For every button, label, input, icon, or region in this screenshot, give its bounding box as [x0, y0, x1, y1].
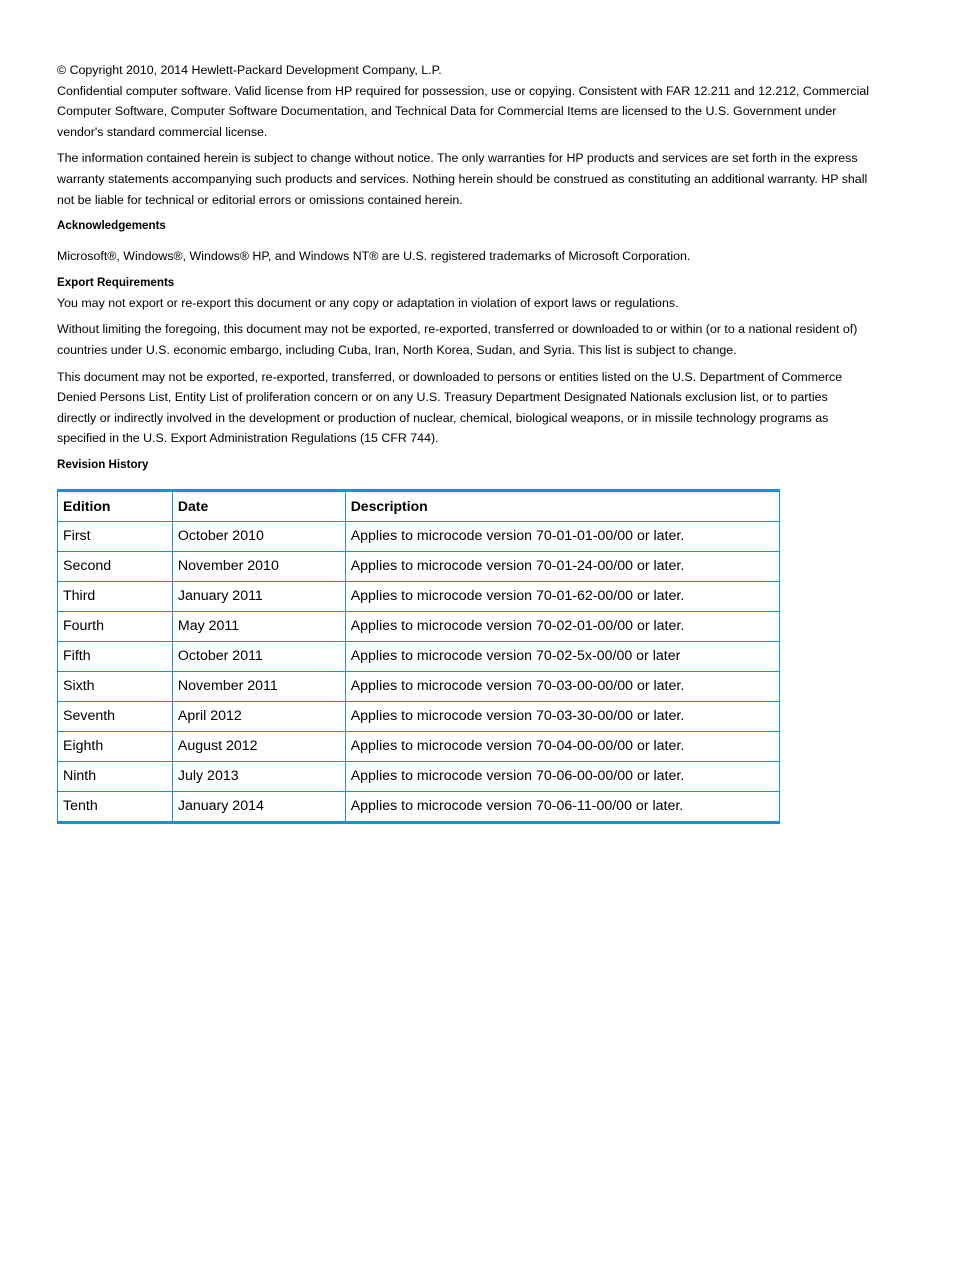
description-cell: Applies to microcode version 70-04-00-00/00 or later. — [345, 731, 779, 761]
column-header-description: Description — [345, 490, 779, 521]
acknowledgements-text: Microsoft®, Windows®, Windows® HP, and Windows NT® are U.S. registered trademarks of Microsoft Corporation. — [57, 249, 691, 264]
date-cell: August 2012 — [172, 731, 345, 761]
date-cell: January 2011 — [172, 581, 345, 611]
document-page — [57, 60, 869, 824]
revision-history-heading: Revision History — [57, 457, 149, 471]
table-row — [58, 581, 780, 611]
edition-cell: Sixth — [58, 671, 173, 701]
date-cell: November 2011 — [172, 671, 345, 701]
edition-cell: Fifth — [58, 641, 173, 671]
column-header-edition: Edition — [58, 490, 173, 521]
date-cell: January 2014 — [172, 791, 345, 822]
export-heading: Export Requirements — [57, 275, 175, 289]
edition-cell: Second — [58, 551, 173, 581]
export-paragraph-2: Without limiting the foregoing, this document may not be exported, re-exported, transferred or downloaded to or within (or to a national resident of) countries under U.S. economic embargo, including Cuba, Iran, North Korea, Sudan, and Syria. This list is subject to change. — [57, 322, 858, 357]
edition-cell: Third — [58, 581, 173, 611]
description-cell: Applies to microcode version 70-03-00-00/00 or later. — [345, 671, 779, 701]
table-header-row — [58, 490, 780, 521]
edition-cell: Fourth — [58, 611, 173, 641]
edition-cell: Tenth — [58, 791, 173, 822]
date-cell: October 2011 — [172, 641, 345, 671]
edition-cell: First — [58, 521, 173, 551]
table-row — [58, 641, 780, 671]
description-cell: Applies to microcode version 70-01-24-00/00 or later. — [345, 551, 779, 581]
revision-history-table — [57, 489, 780, 824]
table-row — [58, 521, 780, 551]
table-row — [58, 671, 780, 701]
edition-cell: Eighth — [58, 731, 173, 761]
table-row — [58, 551, 780, 581]
description-cell: Applies to microcode version 70-02-5x-00/00 or later — [345, 641, 779, 671]
table-row — [58, 701, 780, 731]
description-cell: Applies to microcode version 70-06-00-00/00 or later. — [345, 761, 779, 791]
column-header-date: Date — [172, 490, 345, 521]
export-paragraph-1: You may not export or re-export this document or any copy or adaptation in violation of export laws or regulations. — [57, 295, 679, 310]
date-cell: May 2011 — [172, 611, 345, 641]
warranty-paragraph: The information contained herein is subject to change without notice. The only warranties for HP products and services are set forth in the express warranty statements accompanying such products and services. Nothing herein should be construed as constituting an additional warranty. HP shall not be liable for technical or editorial errors or omissions contained herein. — [57, 151, 868, 207]
edition-cell: Ninth — [58, 761, 173, 791]
edition-cell: Seventh — [58, 701, 173, 731]
table-row — [58, 611, 780, 641]
description-cell: Applies to microcode version 70-02-01-00/00 or later. — [345, 611, 779, 641]
revision-history-body — [58, 521, 780, 822]
description-cell: Applies to microcode version 70-01-01-00/00 or later. — [345, 521, 779, 551]
date-cell: July 2013 — [172, 761, 345, 791]
export-paragraph-3: This document may not be exported, re-exported, transferred, or downloaded to persons or entities listed on the U.S. Department of Commerce Denied Persons List, Entity List of proliferation concern or on any U.S. Treasury Department Designated Nationals exclusion list, or to parties directly or indirectly involved in the development or production of nuclear, chemical, biological weapons, or in missile technology programs as specified in the U.S. Export Administration Regulations (15 CFR 744). — [57, 369, 843, 446]
date-cell: November 2010 — [172, 551, 345, 581]
license-paragraph: Confidential computer software. Valid license from HP required for possession, use or copying. Consistent with FAR 12.211 and 12.212, Commercial Computer Software, Computer Software Documentation, and Technical Data for Commercial Items are licensed to the U.S. Government under vendor's standard commercial license. — [57, 83, 869, 139]
description-cell: Applies to microcode version 70-01-62-00/00 or later. — [345, 581, 779, 611]
description-cell: Applies to microcode version 70-06-11-00/00 or later. — [345, 791, 779, 822]
description-cell: Applies to microcode version 70-03-30-00/00 or later. — [345, 701, 779, 731]
date-cell: October 2010 — [172, 521, 345, 551]
table-row — [58, 791, 780, 822]
acknowledgements-heading: Acknowledgements — [57, 219, 166, 233]
table-row — [58, 761, 780, 791]
copyright-line: © Copyright 2010, 2014 Hewlett-Packard Development Company, L.P. — [57, 63, 442, 77]
table-row — [58, 731, 780, 761]
date-cell: April 2012 — [172, 701, 345, 731]
